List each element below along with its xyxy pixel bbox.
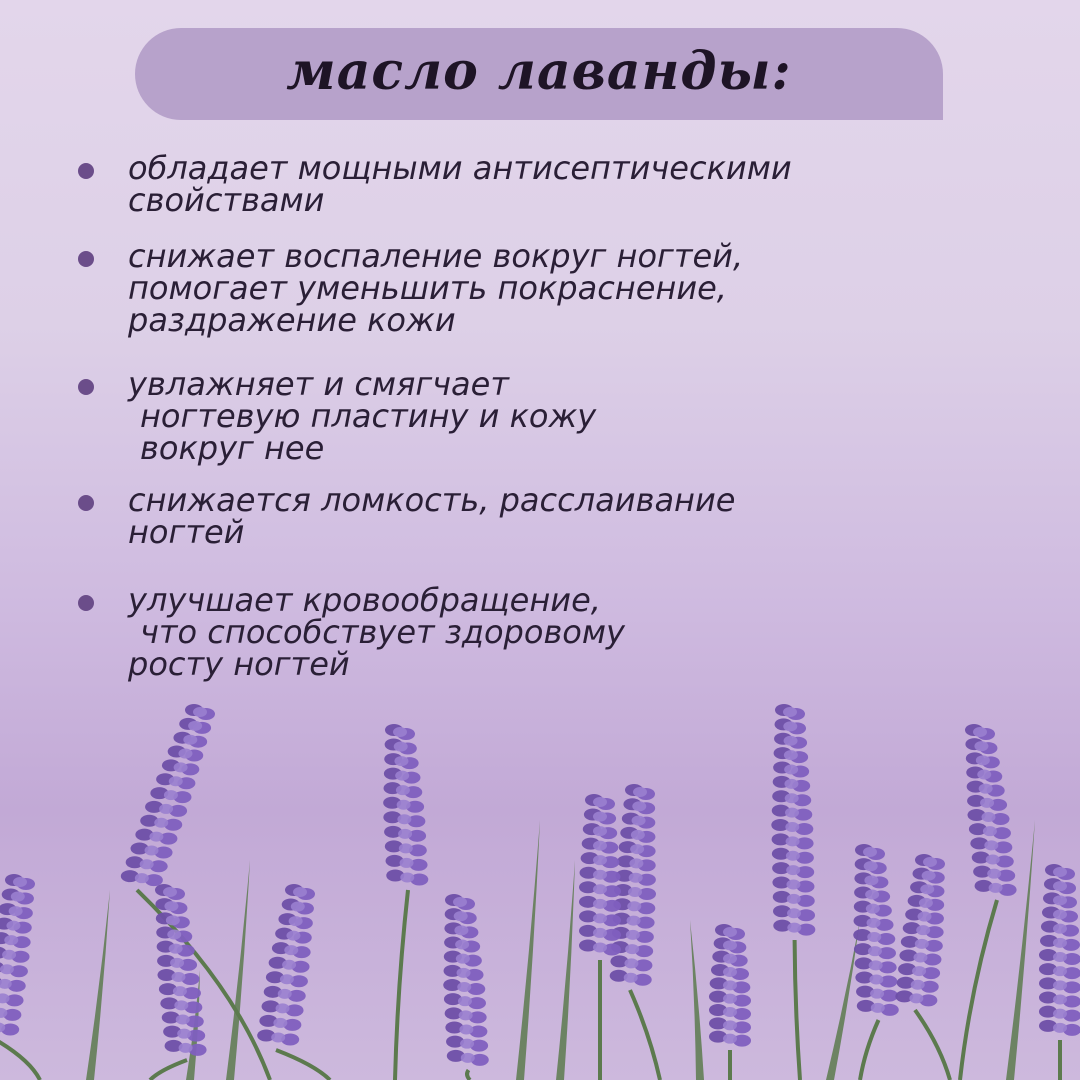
lavender-bud [456,954,470,964]
lavender-stem [960,900,997,1080]
lavender-bud [457,968,471,978]
lavender-bud [867,918,881,928]
lavender-bud [1053,895,1067,905]
list-item-line: улучшает кровообращение, [128,581,601,619]
lavender-stem [630,990,660,1080]
list-item-line: ногтевую пластину и кожу [140,397,597,435]
lavender-bud [593,870,607,880]
lavender-bud [628,887,642,897]
lavender-bud [1053,910,1067,920]
lavender-bud [280,974,294,984]
lavender-bud [4,935,18,945]
lavender-bud [869,960,883,970]
lavender-bud [922,871,936,881]
lavender-bud [135,873,149,883]
lavender-bud [976,755,990,765]
lavender-bud [6,921,20,931]
lavender-bud [864,861,878,871]
lavender-bud [723,994,737,1004]
lavender-bud [1053,1023,1067,1033]
lavender-stem [0,1040,40,1080]
lavender-bud [784,750,798,760]
lavender-bud [593,812,607,822]
lavender-stem [467,1070,470,1080]
list-item-line: вокруг нее [140,429,325,467]
lavender-bud [785,822,799,832]
lavender-bud [723,1007,737,1017]
page-title: масло лаванды: [286,40,792,102]
list-item-line: ногтей [128,513,245,551]
lavender-bud [145,845,159,855]
lavender-bud [920,884,934,894]
lavender-bud [786,880,800,890]
lavender-bud [188,721,202,731]
grass-blade [826,920,860,1080]
lavender-bud [787,894,801,904]
lavender-bud [987,869,1001,879]
lavender-bud [871,1003,885,1013]
lavender-bud [723,980,737,990]
lavender-stem [860,1020,879,1080]
lavender-bud [630,844,644,854]
lavender-bud [593,928,607,938]
lavender-bud [627,901,641,911]
lavender-bud [167,930,181,940]
lavender-bud [723,967,737,977]
lavender-bud [394,756,408,766]
lavender-bud [593,884,607,894]
list-item [78,149,1038,219]
list-item [78,365,1038,467]
list-item-line: раздражение кожи [128,301,456,339]
lavender-bud [454,911,468,921]
lavender-bud [164,790,178,800]
lavender-bud [397,814,411,824]
lavender-bud [627,916,641,926]
lavender-bud [1053,924,1067,934]
lavender-bud [868,946,882,956]
lavender-bud [13,877,27,887]
list-item-line: росту ногтей [128,645,350,683]
lavender-bud [284,945,298,955]
list-item-line: снижает воспаление вокруг ногтей, [128,237,744,275]
lavender-bud [394,742,408,752]
list-item [78,581,1038,683]
list-item-line: увлажняет и смягчает [128,365,509,403]
lavender-bud [11,892,25,902]
lavender-bud [459,1010,473,1020]
lavender-bud [399,843,413,853]
lavender-bud [593,855,607,865]
bullet-icon [78,495,94,511]
lavender-bud [787,923,801,933]
lavender-flowers-image [0,690,1080,1080]
lavender-bud [923,857,937,867]
lavender-bud [271,1032,285,1042]
lavender-bud [629,873,643,883]
lavender-bud [293,887,307,897]
lavender-bud [989,883,1003,893]
lavender-bud [626,930,640,940]
lavender-bud [457,982,471,992]
grass-blade [226,860,250,1080]
lavender-bud [986,855,1000,865]
lavender-bud [398,829,412,839]
lavender-bud [177,1029,191,1039]
lavender-bud [1053,966,1067,976]
lavender-stem [276,1050,330,1080]
lavender-bud [176,1015,190,1025]
lavender-bud [1053,938,1067,948]
bullet-icon [78,251,94,267]
lavender-bud [984,840,998,850]
lavender-bud [460,1039,474,1049]
list-item-line: свойствами [128,181,325,219]
lavender-bud [723,954,737,964]
bullet-icon [78,595,94,611]
lavender-bud [395,771,409,781]
lavender-bud [866,904,880,914]
lavender-bud [723,940,737,950]
lavender-bud [784,765,798,775]
lavender-bud [624,973,638,983]
lavender-bud [455,940,469,950]
lavender-bud [870,989,884,999]
lavender-bud [784,779,798,789]
lavender-bud [1053,995,1067,1005]
lavender-bud [624,958,638,968]
lavender-bud [786,836,800,846]
lavender-bud [723,1034,737,1044]
lavender-bud [0,964,14,974]
lavender-bud [286,931,300,941]
lavender-bud [154,818,168,828]
lavender-bud [593,797,607,807]
bullet-icon [78,163,94,179]
lavender-bud [172,972,186,982]
lavender-bud [633,787,647,797]
lavender-bud [631,830,645,840]
lavender-bud [179,1043,193,1053]
lavender-bud [864,875,878,885]
lavender-bud [983,826,997,836]
lavender-bud [1053,952,1067,962]
list-item-line: снижается ломкость, расслаивание [128,481,736,519]
lavender-bud [786,851,800,861]
lavender-bud [593,913,607,923]
grass-blade [556,860,575,1080]
bullet-icon [78,379,94,395]
lavender-bud [785,793,799,803]
lavender-bud [632,801,646,811]
lavender-bud [159,804,173,814]
lavender-bud [170,958,184,968]
lavender-bud [593,826,607,836]
lavender-bud [867,932,881,942]
lavender-bud [909,993,923,1003]
lavender-bud [9,906,23,916]
lavender-stem [915,1010,950,1080]
lavender-bud [869,975,883,985]
lavender-bud [980,798,994,808]
lavender-bud [166,915,180,925]
lavender-bud [785,808,799,818]
lavender-bud [140,859,154,869]
lavender-bud [1053,980,1067,990]
lavender-bud [289,916,303,926]
lavender-bud [174,1000,188,1010]
list-item-line: обладает мощными антисептическими [128,149,792,187]
lavender-bud [163,887,177,897]
lavender-bud [783,707,797,717]
lavender-bud [400,872,414,882]
lavender-bud [783,721,797,731]
lavender-bud [453,897,467,907]
lavender-bud [723,927,737,937]
lavender-bud [912,966,926,976]
list-item-line: помогает уменьшить покраснение, [128,269,727,307]
lavender-bud [915,939,929,949]
lavender-bud [183,735,197,745]
lavender-bud [278,989,292,999]
lavender-bud [982,812,996,822]
lavender-bud [169,944,183,954]
list-item-line: что способствует здоровому [140,613,625,651]
lavender-bud [973,727,987,737]
lavender-bud [919,898,933,908]
lavender-bud [593,942,607,952]
lavender-bud [169,776,183,786]
lavender-bud [397,800,411,810]
lavender-bud [282,960,296,970]
lavender-bud [393,727,407,737]
grass-blade [86,890,110,1080]
lavender-bud [174,762,188,772]
lavender-bud [632,816,646,826]
lavender-bud [974,741,988,751]
lavender-bud [276,1003,290,1013]
lavender-bud [291,902,305,912]
lavender-bud [458,996,472,1006]
lavender-bud [164,901,178,911]
lavender-bud [863,847,877,857]
lavender-bud [396,785,410,795]
lavender-bud [459,1025,473,1035]
lavender-bud [916,925,930,935]
lavender-bud [629,858,643,868]
lavender-bud [593,899,607,909]
lavender-stem [150,1060,187,1080]
lavender-bud [193,707,207,717]
lavender-bud [911,980,925,990]
lavender-bud [149,832,163,842]
lavender-bud [723,1020,737,1030]
lavender-bud [1053,867,1067,877]
lavender-bud [461,1053,475,1063]
list-item [78,237,1038,339]
lavender-bud [865,890,879,900]
lavender-bud [787,908,801,918]
lavender-bud [178,749,192,759]
lavender-bud [786,865,800,875]
lavender-bud [784,736,798,746]
list-item [78,481,1038,551]
lavender-bud [454,925,468,935]
lavender-bud [977,770,991,780]
lavender-bud [273,1018,287,1028]
lavender-bud [913,952,927,962]
lavender-bud [400,858,414,868]
lavender-bud [173,986,187,996]
lavender-bud [979,784,993,794]
lavender-stem [795,940,800,1080]
lavender-bud [918,912,932,922]
grass-blade [516,820,540,1080]
lavender-bud [2,950,16,960]
lavender-stem [395,890,408,1080]
grass-blade [690,920,704,1080]
lavender-bud [625,944,639,954]
lavender-bud [1053,881,1067,891]
lavender-bud [1053,1009,1067,1019]
lavender-bud [593,841,607,851]
